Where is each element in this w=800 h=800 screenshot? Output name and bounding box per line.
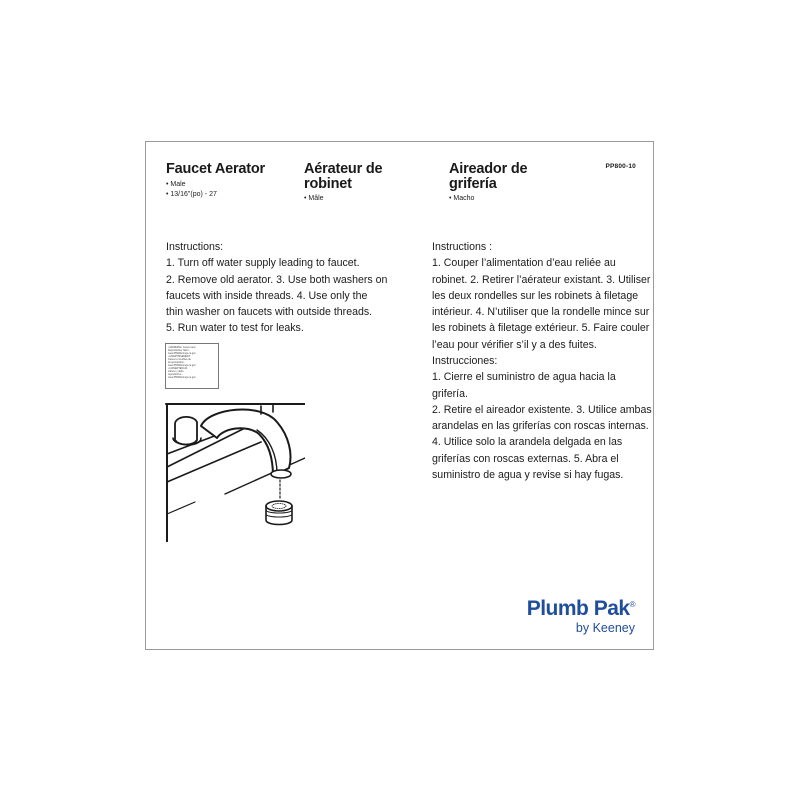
instruction-line: les deux rondelles sur les robinets à filetage: [432, 289, 639, 302]
instruction-line: intérieur. 4. N’utiliser que la rondelle mince sur: [432, 306, 650, 319]
warning-line: Cancer et troubles de: [168, 358, 191, 361]
bullet-thread-size: • 13/16"(po) - 27: [166, 191, 217, 198]
product-code: PP800-10: [605, 163, 636, 170]
warning-line: ⚠AVERTISSEMENT:: [168, 355, 191, 358]
instructions-heading-french: Instructions :: [432, 241, 493, 253]
instructions-french: [432, 239, 652, 353]
warning-box: [165, 343, 219, 389]
warning-line: Cáncer y daño: [168, 370, 184, 373]
warning-line: reproductivo -: [168, 373, 183, 376]
product-title-spanish-line1: Aireador de: [449, 161, 528, 177]
instruction-line: 2. Retire el aireador existente. 3. Utilice ambas: [432, 403, 652, 416]
warning-line: ⚠WARNING: Cancer and: [168, 346, 196, 349]
warning-line: www.P65Warnings.ca.gov: [168, 376, 196, 379]
product-title-french-line2: robinet: [304, 176, 352, 192]
registered-mark: ®: [629, 600, 635, 609]
warning-line: ⚠ADVERTENCIA:: [168, 367, 188, 370]
instruction-line: 1. Couper l’alimentation d’eau reliée au: [432, 257, 616, 270]
warning-line: www.P65Warnings.ca.gov: [168, 352, 196, 355]
warning-line: Reproductive Harm -: [168, 349, 191, 352]
instruction-line: faucets with inside threads. 4. Use only the: [166, 289, 368, 302]
brand-name: Plumb Pak: [526, 597, 630, 620]
brand-name-row: [527, 597, 635, 621]
heading-french: [304, 162, 444, 204]
instruction-line: l’eau pour vérifier s’il y a des fuites.: [432, 338, 597, 351]
faucet-aerator-illustration: [165, 402, 305, 542]
instruction-line: griferías con roscas externas. 5. Abra el: [432, 452, 619, 465]
instructions-spanish: [432, 353, 652, 483]
instruction-line: thin washer on faucets with outside threads.: [166, 306, 373, 319]
warning-line: la reproduction -: [168, 361, 186, 364]
brand-subtitle: by Keeney: [575, 621, 635, 635]
package-label: [145, 141, 654, 650]
instruction-line: arandelas en las griferías con roscas internas.: [432, 420, 649, 433]
product-title-spanish-line2: grifería: [449, 176, 497, 192]
brand-logo: [527, 597, 635, 635]
instructions-heading-spanish: Instrucciones:: [432, 355, 498, 367]
bullet-male-spanish: • Macho: [449, 195, 475, 202]
product-title-english: Faucet Aerator: [166, 161, 265, 177]
bullet-male-french: • Mâle: [304, 195, 324, 202]
instruction-line: 4. Utilice solo la arandela delgada en las: [432, 436, 623, 449]
heading-spanish: [449, 162, 589, 204]
heading-english: [166, 162, 306, 200]
instruction-line: 1. Cierre el suministro de agua hacia la grifería.: [432, 371, 616, 400]
instruction-line: 1. Turn off water supply leading to faucet.: [166, 257, 360, 270]
instruction-line: les robinets à filetage extérieur. 5. Faire couler: [432, 322, 650, 335]
instruction-line: 2. Remove old aerator. 3. Use both washers on: [166, 273, 388, 286]
instruction-line: suministro de agua y revise si hay fugas.: [432, 469, 624, 482]
product-title-french-line1: Aérateur de: [304, 161, 383, 177]
instruction-line: 5. Run water to test for leaks.: [166, 322, 304, 335]
instructions-english: [166, 239, 406, 337]
warning-line: www.P65Warnings.ca.gov: [168, 364, 196, 367]
bullet-male: • Male: [166, 181, 186, 188]
instructions-heading-english: Instructions:: [166, 241, 224, 253]
instruction-line: robinet. 2. Retirer l’aérateur existant. 3. Utiliser: [432, 273, 651, 286]
